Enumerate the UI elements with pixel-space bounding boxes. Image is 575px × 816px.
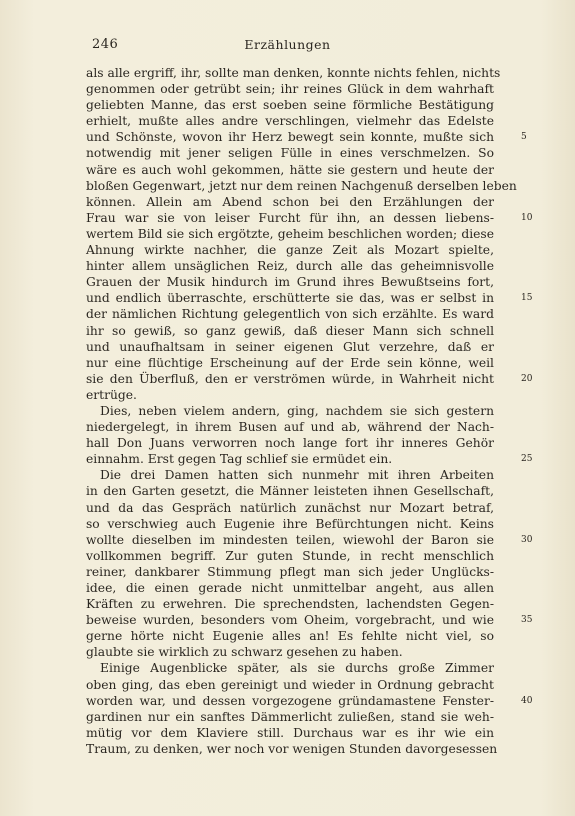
text-line-content: ertrüge. (86, 387, 137, 402)
text-line-content: geliebten Manne, das erst soeben seine förmliche Bestätigung (86, 98, 494, 113)
text-line (86, 435, 494, 451)
text-line (86, 387, 494, 403)
text-line (86, 709, 494, 725)
text-line (86, 451, 533, 467)
text-line-content: bloßen Gegenwart, jetzt nur dem reinen Nachgenuß derselben leben (86, 178, 517, 193)
text-line-content: Frau war sie von leiser Furcht für ihn, an dessen liebens- (86, 210, 494, 225)
text-line-content: nur eine flüchtige Erscheinung auf der Erde sein könne, weil (86, 355, 494, 370)
text-line (86, 162, 494, 178)
body-text (86, 65, 533, 757)
line-number: 10 (521, 212, 533, 223)
text-line-content: ihr so gewiß, so ganz gewiß, daß dieser Mann sich schnell (86, 323, 494, 338)
text-line-content: der nämlichen Richtung gelegentlich von sich erzählte. Es ward (86, 307, 494, 322)
text-line-content: niedergelegt, in ihrem Busen auf und ab, während der Nach- (86, 420, 494, 435)
text-line-content: so verschwieg auch Eugenie ihre Befürchtungen nicht. Keins (86, 516, 494, 531)
text-line-content: reiner, dankbarer Stimmung pflegt man sich jeder Unglücks- (86, 564, 494, 579)
page-header (0, 37, 575, 57)
text-line (86, 306, 494, 322)
text-line (86, 178, 517, 194)
text-line (86, 290, 533, 306)
text-line-content: und da das Gespräch natürlich zunächst nur Mozart betraf, (86, 500, 494, 515)
text-line-content: glaubte sie wirklich zu schwarz gesehen zu haben. (86, 645, 403, 660)
text-line-content: als alle ergriff, ihr, sollte man denken, konnte nichts fehlen, nichts (86, 66, 501, 80)
text-line (86, 65, 501, 81)
text-line-content: und Schönste, wovon ihr Herz bewegt sein konnte, mußte sich (86, 130, 494, 145)
text-line (86, 725, 494, 741)
text-line-content: wertem Bild sie sich ergötzte, geheim beschlichen worden; diese (86, 226, 494, 241)
text-line-content: notwendig mit jener seligen Fülle in eines verschmelzen. So (86, 146, 494, 161)
text-line (86, 628, 494, 644)
line-number: 15 (521, 293, 533, 304)
text-line-content: gardinen nur ein sanftes Dämmerlicht zuließen, stand sie weh- (86, 709, 494, 724)
text-line (86, 129, 527, 145)
text-line-content: gerne hörte nicht Eugenie alles an! Es fehlte nicht viel, so (86, 629, 494, 644)
line-number: 35 (521, 615, 533, 626)
text-line (86, 500, 494, 516)
text-line-content: erhielt, mußte alles andre verschlingen, vielmehr das Edelste (86, 114, 494, 129)
text-line (86, 113, 494, 129)
text-line (86, 580, 494, 596)
text-line (86, 596, 494, 612)
text-line-content: Einige Augenblicke später, als sie durchs große Zimmer (100, 661, 494, 676)
text-line-content: vollkommen begriff. Zur guten Stunde, in recht menschlich (86, 548, 494, 563)
text-line-content: mütig vor dem Klaviere still. Durchaus war es ihr wie ein (86, 725, 494, 740)
text-line (86, 145, 494, 161)
text-line-content: Die drei Damen hatten sich nunmehr mit ihren Arbeiten (100, 468, 494, 483)
text-line (86, 274, 494, 290)
line-number: 20 (521, 373, 533, 384)
text-line (86, 660, 494, 676)
text-line-content: hall Don Juans verworren noch lange fort ihr inneres Gehör (86, 436, 494, 451)
text-line (86, 403, 494, 419)
text-line (86, 532, 533, 548)
text-line-content: Grauen der Musik hindurch im Grund ihres Bewußtseins fort, (86, 275, 494, 290)
text-line-content: wollte dieselben im mindesten teilen, wiewohl der Baron sie (86, 532, 494, 547)
text-line-content: können. Allein am Abend schon bei den Erzählungen der (86, 194, 494, 209)
line-number: 40 (521, 695, 533, 706)
text-line-content: einnahm. Erst gegen Tag schlief sie ermüdet ein. (86, 452, 393, 467)
text-line-content: und endlich überraschte, erschütterte sie das, was er selbst in (86, 291, 494, 306)
text-line-content: in den Garten gesetzt, die Männer leisteten ihnen Gesellschaft, (86, 484, 494, 499)
text-line-content: idee, die einen gerade nicht unmittelbar angeht, aus allen (86, 581, 494, 595)
text-line-content: und unaufhaltsam in seiner eigenen Glut verzehre, daß er (86, 339, 494, 354)
text-line-content: genommen oder getrübt sein; ihr reines Glück in dem wahrhaft (86, 82, 494, 97)
text-line (86, 339, 494, 355)
text-line (86, 677, 494, 693)
text-line (86, 194, 494, 210)
text-line (86, 516, 494, 532)
line-number: 25 (521, 454, 533, 465)
text-line (86, 323, 494, 339)
text-line-content: Traum, zu denken, wer noch vor wenigen Stunden davorgesessen (86, 741, 498, 756)
line-number: 5 (521, 132, 527, 143)
text-line-content: sie den Überfluß, den er verströmen würde, in Wahrheit nicht (86, 371, 494, 386)
text-line (86, 355, 494, 371)
text-line (86, 419, 494, 435)
text-line (86, 97, 494, 113)
text-line (86, 548, 494, 564)
text-line-content: Dies, neben vielem andern, ging, nachdem sie sich gestern (100, 403, 494, 418)
text-line (86, 693, 533, 709)
page-number: 246 (92, 37, 119, 52)
text-line-content: beweise wurden, besonders vom Oheim, vorgebracht, und wie (86, 613, 494, 628)
text-line-content: hinter allem unsäglichen Reiz, durch alle das geheimnisvolle (86, 259, 494, 274)
text-line (86, 467, 494, 483)
text-line-content: worden war, und dessen vorgezogene gründamastene Fenster- (86, 693, 494, 708)
text-line (86, 644, 494, 660)
text-line-content: wäre es auch wohl gekommen, hätte sie gestern und heute der (86, 162, 494, 177)
text-line (86, 371, 533, 387)
line-number: 30 (521, 534, 533, 545)
text-line (86, 226, 494, 242)
running-head: Erzählungen (244, 37, 331, 52)
text-line-content: Kräften zu erwehren. Die sprechendsten, lachendsten Gegen- (86, 597, 494, 612)
text-line (86, 564, 494, 580)
text-line (86, 258, 494, 274)
text-line (86, 210, 533, 226)
text-line (86, 81, 494, 97)
text-line (86, 242, 494, 258)
text-line (86, 612, 533, 628)
text-line (86, 483, 494, 499)
text-line-content: Ahnung wirkte nachher, die ganze Zeit als Mozart spielte, (86, 243, 494, 258)
text-line-content: oben ging, das eben gereinigt und wieder in Ordnung gebracht (86, 677, 494, 692)
text-line (86, 741, 498, 757)
